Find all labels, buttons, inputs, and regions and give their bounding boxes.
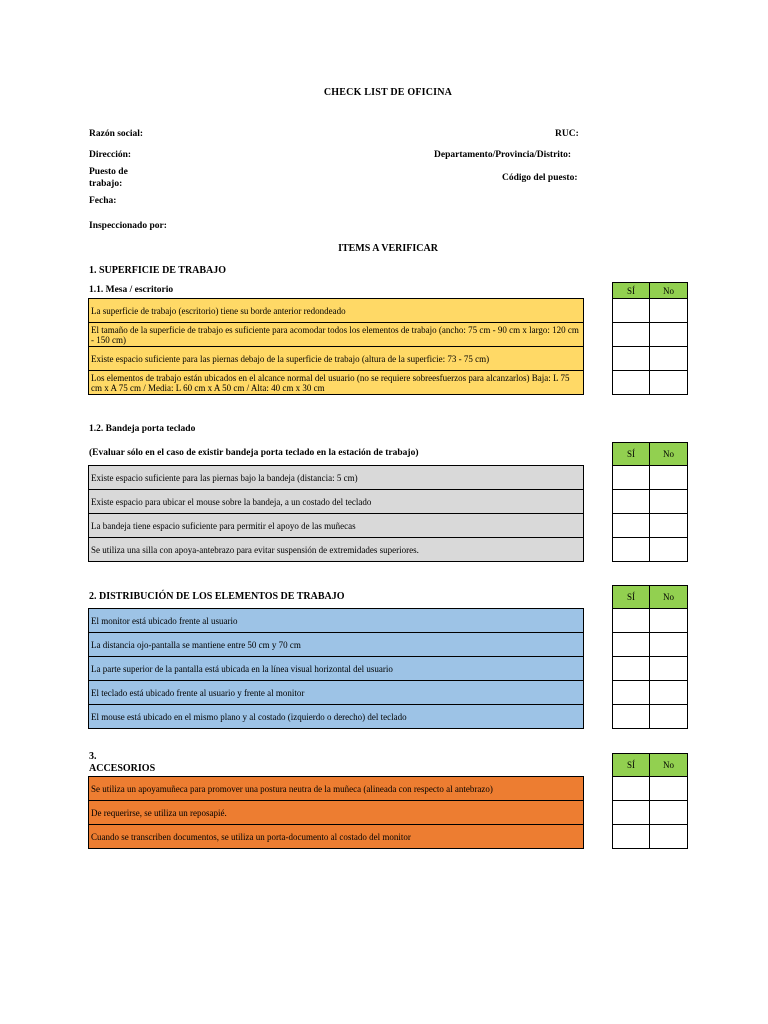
- list-item: Se utiliza un apoyamuñeca para promover una postura neutra de la muñeca (alineada con respecto al antebrazo): [89, 777, 584, 801]
- list-item: Existe espacio suficiente para las piernas debajo de la superficie de trabajo (altura de la superficie: 73 - 75 cm): [89, 347, 584, 371]
- inspeccionado-label: Inspeccionado por:: [89, 221, 167, 231]
- si-checkbox[interactable]: [613, 323, 650, 347]
- si-checkbox[interactable]: [613, 347, 650, 371]
- list-item: El monitor está ubicado frente al usuario: [89, 609, 584, 633]
- no-header: No: [650, 586, 688, 609]
- list-item: El teclado está ubicado frente al usuario y frente al monitor: [89, 681, 584, 705]
- si-header: SÍ: [613, 754, 650, 777]
- list-item: El mouse está ubicado en el mismo plano y al costado (izquierdo o derecho) del teclado: [89, 705, 584, 729]
- list-item: Cuando se transcriben documentos, se utiliza un porta-documento al costado del monitor: [89, 825, 584, 849]
- fecha-label: Fecha:: [89, 196, 117, 206]
- puesto-label-line1: Puesto de: [89, 167, 128, 177]
- no-checkbox[interactable]: [650, 681, 688, 705]
- si-checkbox[interactable]: [613, 705, 650, 729]
- section1-sub2-title: 1.2. Bandeja porta teclado: [89, 424, 196, 434]
- si-checkbox[interactable]: [613, 777, 650, 801]
- si-checkbox[interactable]: [613, 825, 650, 849]
- section3-number: 3.: [89, 751, 97, 762]
- no-checkbox[interactable]: [650, 490, 688, 514]
- no-checkbox[interactable]: [650, 825, 688, 849]
- list-item: La bandeja tiene espacio suficiente para permitir el apoyo de las muñecas: [89, 514, 584, 538]
- no-header: No: [650, 443, 688, 466]
- list-item: La superficie de trabajo (escritorio) tiene su borde anterior redondeado: [89, 299, 584, 323]
- no-checkbox[interactable]: [650, 347, 688, 371]
- no-header: No: [650, 283, 688, 299]
- si-checkbox[interactable]: [613, 657, 650, 681]
- si-checkbox[interactable]: [613, 299, 650, 323]
- no-checkbox[interactable]: [650, 514, 688, 538]
- mesa-items-table: [88, 298, 584, 395]
- items-heading: ITEMS A VERIFICAR: [338, 243, 438, 254]
- si-checkbox[interactable]: [613, 633, 650, 657]
- bandeja-items-table: [88, 465, 584, 562]
- section3-title: ACCESORIOS: [89, 763, 156, 774]
- puesto-label-line2: trabajo:: [89, 179, 123, 189]
- razon-social-label: Razón social:: [89, 129, 144, 139]
- si-checkbox[interactable]: [613, 371, 650, 395]
- no-checkbox[interactable]: [650, 705, 688, 729]
- section2-title: 2. DISTRIBUCIÓN DE LOS ELEMENTOS DE TRABAJO: [89, 591, 345, 602]
- list-item: La parte superior de la pantalla está ubicada en la línea visual horizontal del usuario: [89, 657, 584, 681]
- no-checkbox[interactable]: [650, 466, 688, 490]
- accesorios-yn-table: [612, 753, 688, 849]
- si-checkbox[interactable]: [613, 466, 650, 490]
- mesa-yn-table: [612, 282, 688, 395]
- no-checkbox[interactable]: [650, 657, 688, 681]
- list-item: De requerirse, se utiliza un reposapié.: [89, 801, 584, 825]
- section1-title: 1. SUPERFICIE DE TRABAJO: [89, 265, 227, 276]
- si-header: SÍ: [613, 586, 650, 609]
- no-checkbox[interactable]: [650, 371, 688, 395]
- codigo-puesto-label: Código del puesto:: [502, 173, 578, 183]
- ruc-label: RUC:: [555, 129, 579, 139]
- list-item: El tamaño de la superficie de trabajo es suficiente para acomodar todos los elementos de trabajo (ancho: 75 cm - 90 cm x largo: 120 cm - 150 cm): [89, 323, 584, 347]
- list-item: La distancia ojo-pantalla se mantiene entre 50 cm y 70 cm: [89, 633, 584, 657]
- no-checkbox[interactable]: [650, 323, 688, 347]
- si-checkbox[interactable]: [613, 538, 650, 562]
- si-checkbox[interactable]: [613, 609, 650, 633]
- no-checkbox[interactable]: [650, 609, 688, 633]
- list-item: Los elementos de trabajo están ubicados en el alcance normal del usuario (no se requiere sobreesfuerzos para alcanzarlos) Baja: L 75 cm x A 75 cm / Media: L 60 cm x A 50 cm / Alta: 40 cm x 30 cm: [89, 371, 584, 395]
- no-header: No: [650, 754, 688, 777]
- no-checkbox[interactable]: [650, 801, 688, 825]
- accesorios-items-table: [88, 776, 584, 849]
- direccion-label: Dirección:: [89, 150, 132, 160]
- list-item: Existe espacio para ubicar el mouse sobre la bandeja, a un costado del teclado: [89, 490, 584, 514]
- section1-sub1-title: 1.1. Mesa / escritorio: [89, 285, 174, 295]
- distribucion-yn-table: [612, 585, 688, 729]
- no-checkbox[interactable]: [650, 299, 688, 323]
- page-title: CHECK LIST DE OFICINA: [323, 87, 453, 98]
- bandeja-yn-table: [612, 442, 688, 562]
- si-checkbox[interactable]: [613, 801, 650, 825]
- departamento-label: Departamento/Provincia/Distrito:: [434, 150, 572, 160]
- list-item: Existe espacio suficiente para las piernas bajo la bandeja (distancia: 5 cm): [89, 466, 584, 490]
- si-header: SÍ: [613, 283, 650, 299]
- no-checkbox[interactable]: [650, 633, 688, 657]
- si-checkbox[interactable]: [613, 490, 650, 514]
- si-checkbox[interactable]: [613, 514, 650, 538]
- distribucion-items-table: [88, 608, 584, 729]
- section1-sub2-note: (Evaluar sólo en el caso de existir bandeja porta teclado en la estación de trabajo): [89, 448, 419, 458]
- no-checkbox[interactable]: [650, 777, 688, 801]
- no-checkbox[interactable]: [650, 538, 688, 562]
- si-header: SÍ: [613, 443, 650, 466]
- si-checkbox[interactable]: [613, 681, 650, 705]
- list-item: Se utiliza una silla con apoya-antebrazo para evitar suspensión de extremidades superiores.: [89, 538, 584, 562]
